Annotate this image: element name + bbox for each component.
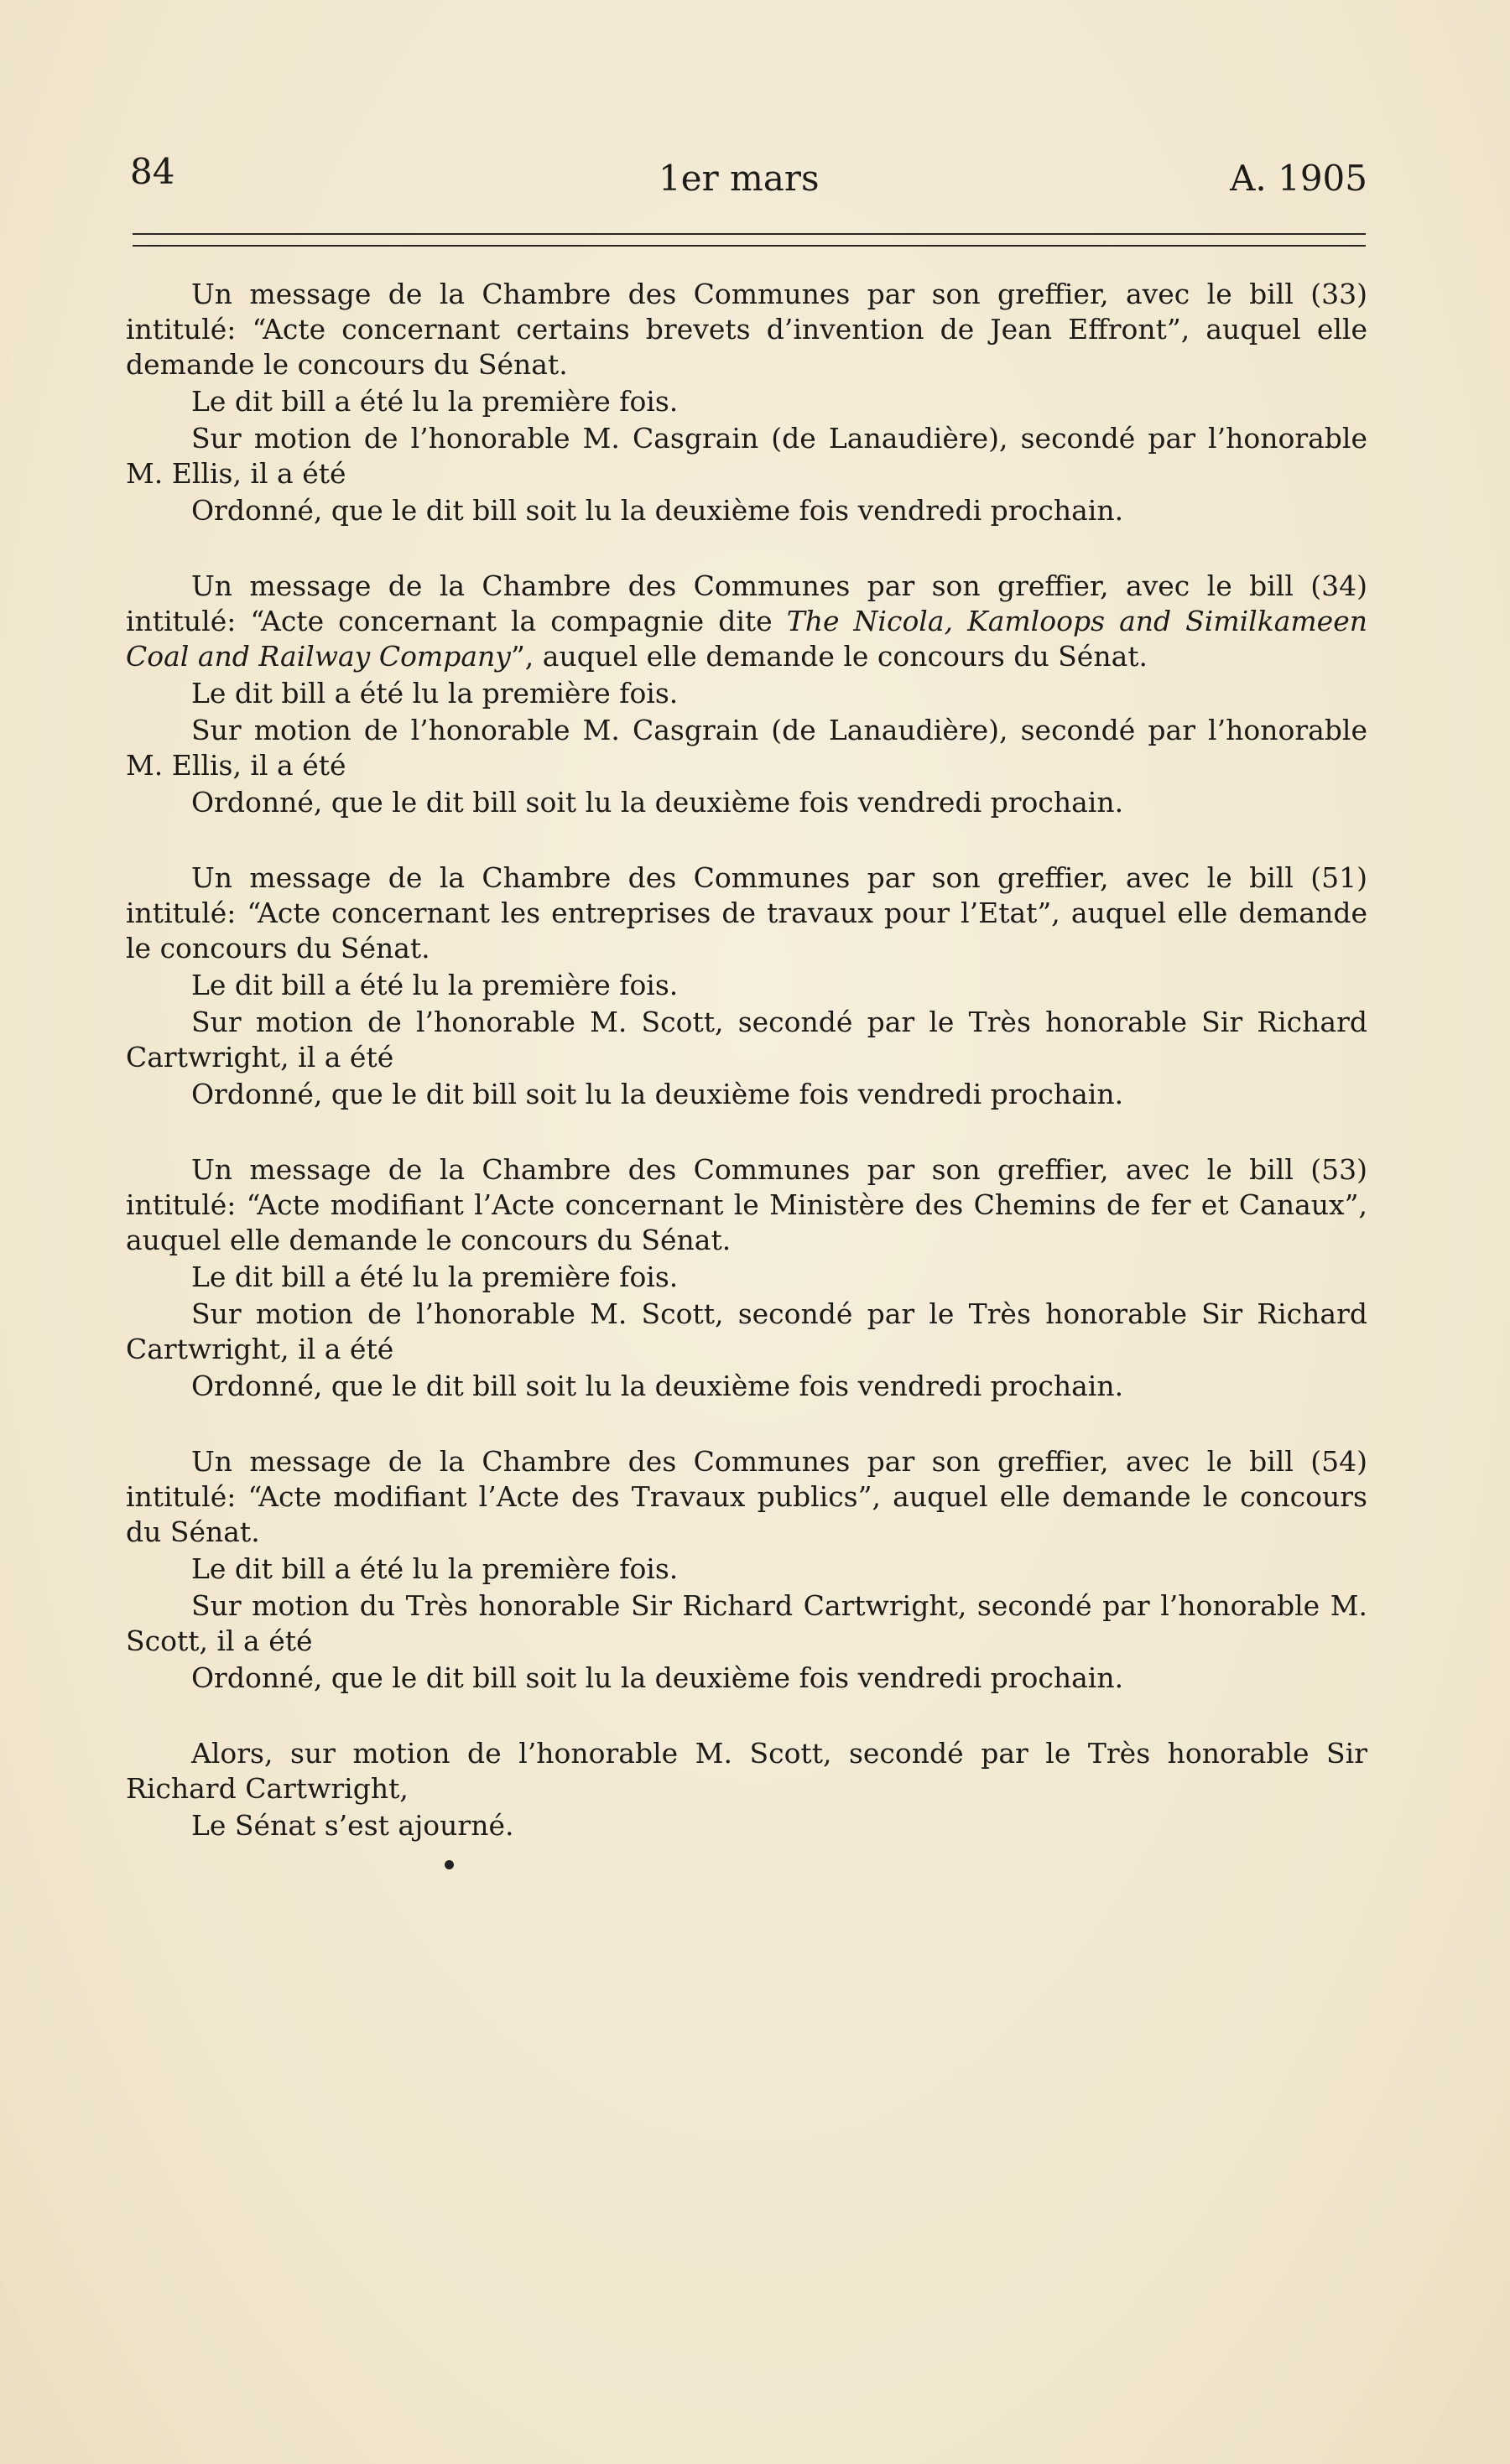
page-body: [126, 277, 1367, 1884]
entry-bill-34: [126, 569, 1367, 820]
motion-paragraph: Sur motion de l’honorable M. Casgrain (de Lanaudière), secondé par l’honorable M. Ellis, il a été: [126, 422, 1367, 490]
entry-bill-33: [126, 277, 1367, 528]
order-paragraph: Ordonné, que le dit bill soit lu la deuxième fois vendredi prochain.: [191, 786, 1124, 819]
first-reading: Le dit bill a été lu la première fois.: [191, 385, 679, 418]
motion-paragraph: Sur motion de l’honorable M. Scott, secondé par le Très honorable Sir Richard Cartwright, il a été: [126, 1006, 1367, 1073]
first-reading: Le dit bill a été lu la première fois.: [191, 1552, 679, 1585]
page-number: 84: [130, 151, 175, 192]
first-reading: Le dit bill a été lu la première fois.: [191, 969, 679, 1001]
message-paragraph: Un message de la Chambre des Communes par son greffier, avec le bill (53) intitulé: “Acte modifiant l’Acte concernant le Ministère des Chemins de fer et Canaux”, auquel elle demande le concours du Sénat.: [126, 1153, 1367, 1256]
entry-bill-53: [126, 1152, 1367, 1404]
header-rule-bottom: [133, 245, 1366, 247]
message-end: ”, auquel elle demande le concours du Sénat.: [510, 640, 1148, 673]
adjourned-line: Le Sénat s’est ajourné.: [191, 1809, 514, 1842]
order-paragraph: Ordonné, que le dit bill soit lu la deuxième fois vendredi prochain.: [191, 1370, 1124, 1402]
first-reading: Le dit bill a été lu la première fois.: [191, 677, 679, 710]
motion-paragraph: Sur motion de l’honorable M. Casgrain (de Lanaudière), secondé par l’honorable M. Ellis, il a été: [126, 714, 1367, 782]
entry-bill-51: [126, 860, 1367, 1112]
message-paragraph: [126, 569, 1367, 674]
order-paragraph: Ordonné, que le dit bill soit lu la deuxième fois vendredi prochain.: [191, 1078, 1124, 1110]
order-paragraph: Ordonné, que le dit bill soit lu la deuxième fois vendredi prochain.: [191, 494, 1124, 527]
message-start: Un message de la Chambre des Communes par son greffier, avec le bill (34) intitulé: “Acte concernant la compagnie dite: [126, 569, 1367, 637]
company-name: The Nicola, Kamloops and Similkameen Coal and Railway Company: [126, 605, 1367, 673]
header-rule-top: [133, 233, 1366, 235]
order-paragraph: Ordonné, que le dit bill soit lu la deuxième fois vendredi prochain.: [191, 1661, 1124, 1694]
motion-paragraph: Sur motion du Très honorable Sir Richard Cartwright, secondé par l’honorable M. Scott, il a été: [126, 1589, 1367, 1657]
decorative-dot: [445, 1860, 454, 1869]
page-header: [130, 151, 1367, 201]
closing-section: [126, 1736, 1367, 1843]
page-date: 1er mars: [659, 158, 820, 199]
motion-paragraph: Sur motion de l’honorable M. Scott, secondé par le Très honorable Sir Richard Cartwright, il a été: [126, 1297, 1367, 1365]
message-paragraph: Un message de la Chambre des Communes par son greffier, avec le bill (51) intitulé: “Acte concernant les entreprises de travaux pour l’Etat”, auquel elle demande le concours du Sénat.: [126, 861, 1367, 964]
page-year: A. 1905: [1230, 158, 1367, 199]
first-reading: Le dit bill a été lu la première fois.: [191, 1261, 679, 1293]
entry-bill-54: [126, 1444, 1367, 1696]
message-paragraph: Un message de la Chambre des Communes par son greffier, avec le bill (33) intitulé: “Acte concernant certains brevets d’invention de Jean Effront”, auquel elle demande le concours du Sénat.: [126, 278, 1367, 381]
closing-motion: Alors, sur motion de l’honorable M. Scott, secondé par le Très honorable Sir Richard Cartwright,: [126, 1737, 1367, 1805]
message-paragraph: Un message de la Chambre des Communes par son greffier, avec le bill (54) intitulé: “Acte modifiant l’Acte des Travaux publics”, auquel elle demande le concours du Sénat.: [126, 1445, 1367, 1548]
